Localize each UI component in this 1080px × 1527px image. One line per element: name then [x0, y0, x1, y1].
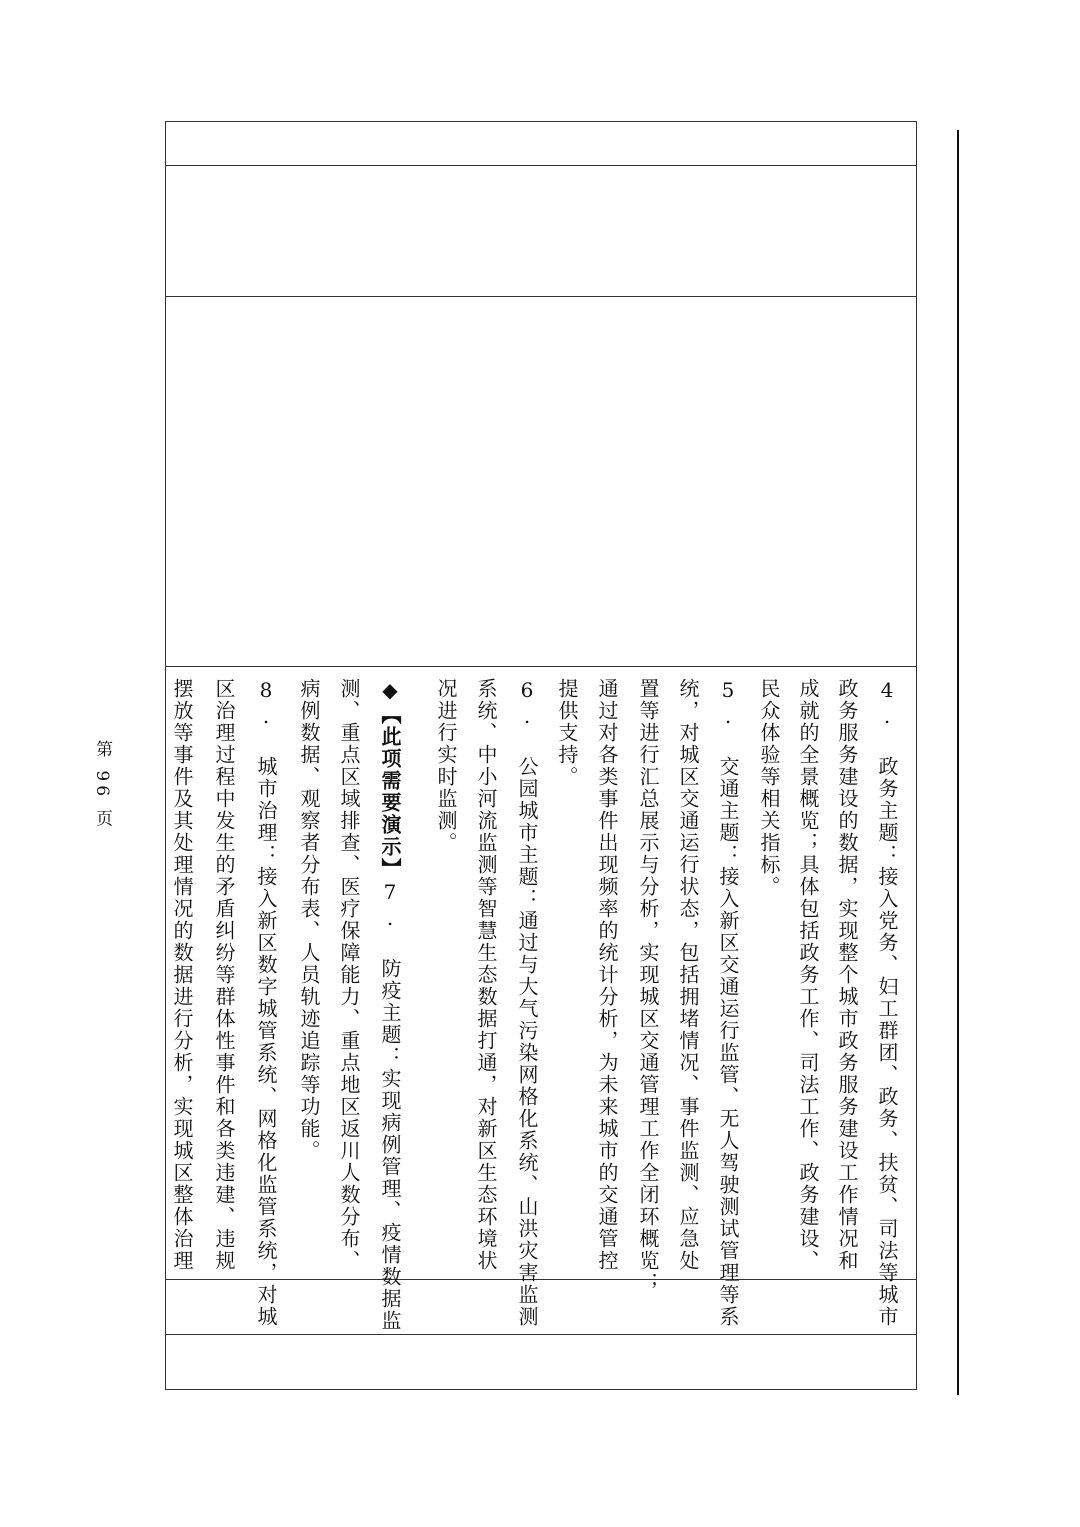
- body-line: 病例数据、观察者分布表、人员轨迹追踪等功能。: [297, 678, 321, 1162]
- right-margin-rule: [957, 130, 959, 1395]
- row-divider-1: [165, 165, 917, 166]
- row-divider-3: [165, 1334, 917, 1335]
- table-bottom-border: [165, 1389, 917, 1390]
- body-line: 系统、中小河流监测等智慧生态数据打通，对新区生态环境状: [474, 678, 498, 1272]
- body-line: 置等进行汇总展示与分析，实现城区交通管理工作全闭环概览；: [636, 678, 660, 1294]
- body-line: 4. 政务主题：接入党务、妇工群团、政务、扶贫、司法等城市: [875, 678, 899, 1328]
- body-line: 6. 公园城市主题：通过与大气污染网格化系统、山洪灾害监测: [515, 678, 539, 1328]
- body-line: 民众体验等相关指标。: [757, 678, 781, 898]
- demo-marker: ◆【此项需要演示】: [378, 678, 402, 880]
- body-line: 5. 交通主题：接入新区交通运行监管、无人驾驶测试管理等系: [716, 678, 740, 1328]
- body-line: 测、重点区域排查、医疗保障能力、重点地区返川人数分布、: [337, 678, 361, 1272]
- table-top-border: [165, 121, 917, 122]
- highlight-rest: 7. 防疫主题：实现病例管理、疫情数据监: [378, 880, 402, 1332]
- body-line: 政务服务建设的数据，实现整个城市政务服务建设工作情况和: [835, 678, 859, 1272]
- body-line: 区治理过程中发生的矛盾纠纷等群体性事件和各类违建、违规: [212, 678, 236, 1272]
- body-line: 统，对城区交通运行状态，包括拥堵情况、事件监测、应急处: [676, 678, 700, 1272]
- page-number: 第 96 页: [92, 740, 112, 831]
- inner-box: [165, 296, 917, 667]
- body-line: 成就的全景概览；具体包括政务工作、司法工作、政务建设、: [796, 678, 820, 1272]
- body-line: 况进行实时监测。: [434, 678, 458, 854]
- body-line: 提供支持。: [555, 678, 579, 788]
- highlight-line: [380, 678, 400, 1332]
- body-line: 摆放等事件及其处理情况的数据进行分析，实现城区整体治理: [170, 678, 194, 1272]
- body-line: 8. 城市治理：接入新区数字城管系统、网格化监管系统，对城: [254, 678, 278, 1328]
- body-line: 通过对各类事件出现频率的统计分析，为未来城市的交通管控: [595, 678, 619, 1272]
